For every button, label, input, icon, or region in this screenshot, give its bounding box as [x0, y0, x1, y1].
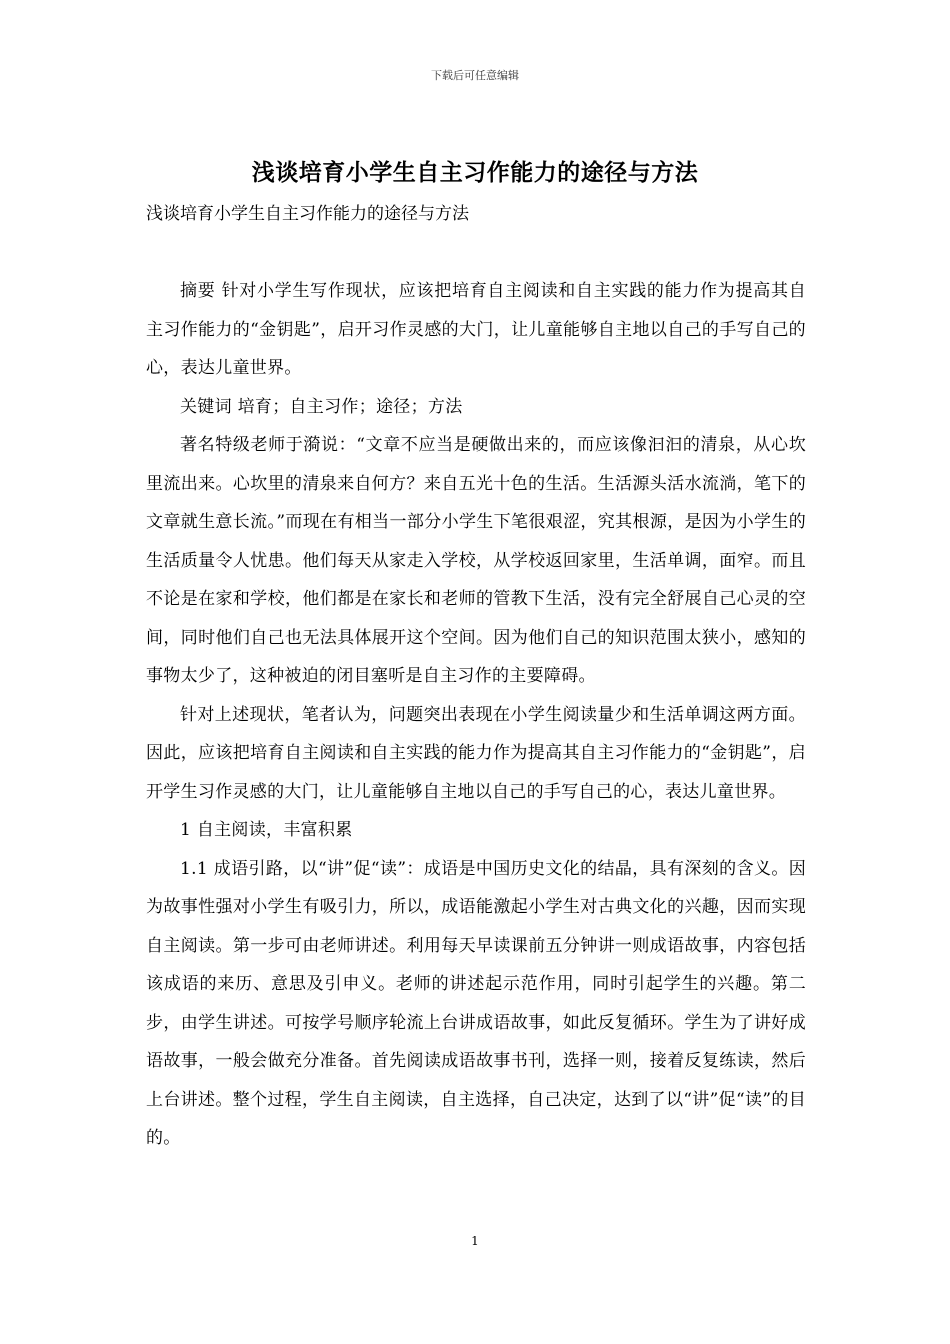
- section-heading: 1 自主阅读，丰富积累: [180, 820, 353, 840]
- body-paragraph: 针对上述现状，笔者认为，问题突出表现在小学生阅读量少和生活单调这两方面。因此，应该把培育自主阅读和自主实践的能力作为提高其自主习作能力的“金钥匙”，启开学生习作灵感的大门，让儿童能够自主地以自己的手写自己的心，表达儿童世界。: [146, 704, 806, 802]
- keywords-paragraph: 关键词 培育；自主习作；途径；方法: [180, 396, 463, 417]
- header-note: 下载后可任意编辑: [431, 69, 519, 82]
- body-paragraph: 著名特级老师于漪说：“文章不应当是硬做出来的，而应该像汩汩的清泉，从心坎里流出来。心坎里的清泉来自何方？来自五光十色的生活。生活源头活水流淌，笔下的文章就生意长流。”而现在有相当一部分小学生下笔很艰涩，究其根源，是因为小学生的生活质量令人忧患。他们每天从家走入学校，从学校返回家里，生活单调，面窄。而且不论是在家和学校，他们都是在家长和老师的管教下生活，没有完全舒展自己心灵的空间，同时他们自己也无法具体展开这个空间。因为他们自己的知识范围太狭小，感知的事物太少了，这种被迫的闭目塞听是自主习作的主要障碍。: [146, 435, 806, 686]
- document-body: [146, 272, 806, 1158]
- document-subtitle: 浅谈培育小学生自主习作能力的途径与方法: [146, 204, 469, 224]
- abstract-paragraph: 摘要 针对小学生写作现状，应该把培育自主阅读和自主实践的能力作为提高其自主习作能力的“金钥匙”，启开习作灵感的大门，让儿童能够自主地以自己的手写自己的心，表达儿童世界。: [146, 281, 806, 378]
- document-title: 浅谈培育小学生自主习作能力的途径与方法: [251, 160, 699, 186]
- body-paragraph: 1.1 成语引路，以“讲”促“读”：成语是中国历史文化的结晶，具有深刻的含义。因为故事性强对小学生有吸引力，所以，成语能激起小学生对古典文化的兴趣，因而实现自主阅读。第一步可由老师讲述。利用每天早读课前五分钟讲一则成语故事，内容包括该成语的来历、意思及引申义。老师的讲述起示范作用，同时引起学生的兴趣。第二步，由学生讲述。可按学号顺序轮流上台讲成语故事，如此反复循环。学生为了讲好成语故事，一般会做充分准备。首先阅读成语故事书刊，选择一则，接着反复练读，然后上台讲述。整个过程，学生自主阅读，自主选择，自己决定，达到了以“讲”促“读”的目的。: [146, 858, 806, 1148]
- page-number: 1: [471, 1234, 479, 1248]
